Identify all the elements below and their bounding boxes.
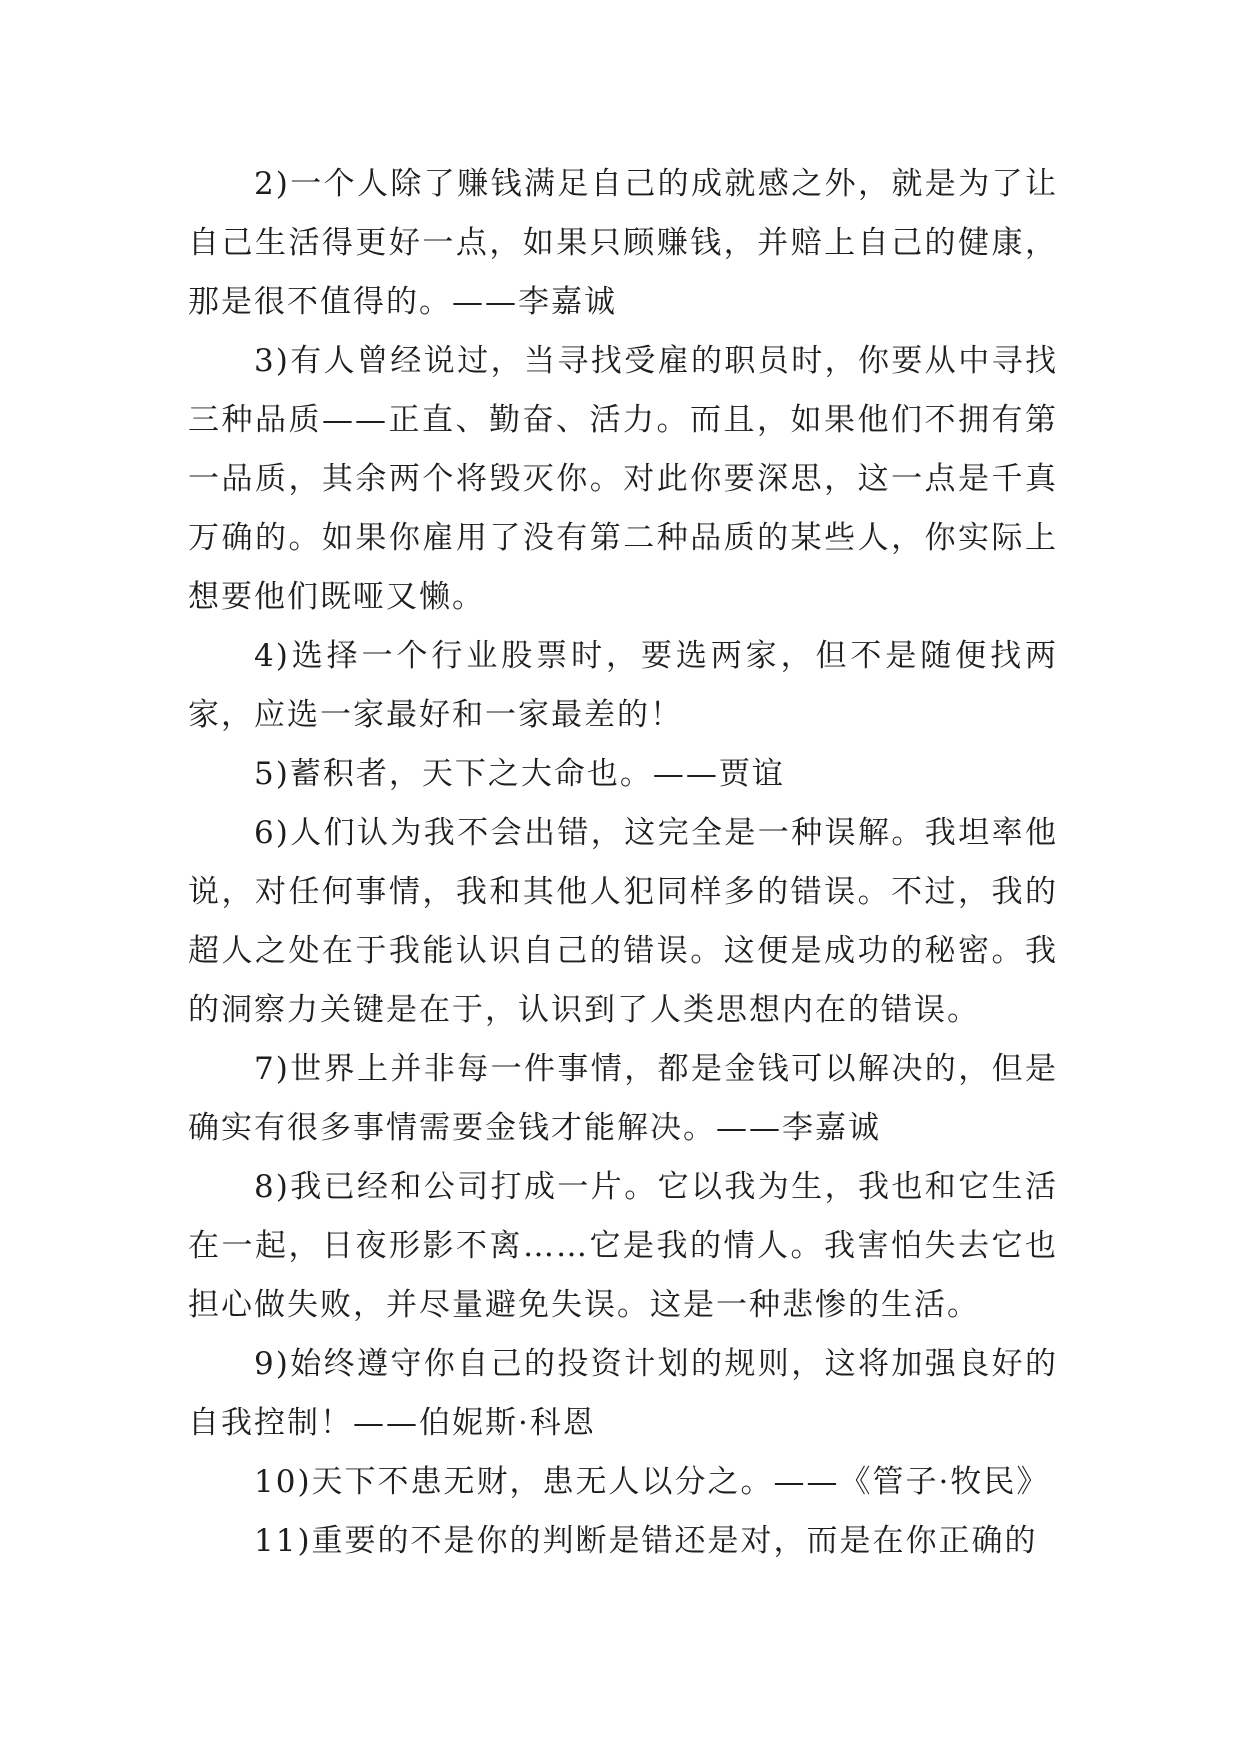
quote-paragraph-7: 7)世界上并非每一件事情，都是金钱可以解决的，但是确实有很多事情需要金钱才能解决。——李嘉诚 (188, 1051, 1058, 1146)
quote-paragraph-4: 4)选择一个行业股票时，要选两家，但不是随便找两家，应选一家最好和一家最差的！ (188, 638, 1058, 733)
quote-paragraph-11: 11)重要的不是你的判断是错还是对，而是在你正确的 (254, 1523, 1038, 1559)
quote-paragraph-10: 10)天下不患无财，患无人以分之。——《管子·牧民》 (254, 1464, 1050, 1500)
quote-paragraph-5: 5)蓄积者，天下之大命也。——贾谊 (254, 756, 785, 792)
quote-paragraph-6: 6)人们认为我不会出错，这完全是一种误解。我坦率他说，对任何事情，我和其他人犯同样多的错误。不过，我的超人之处在于我能认识自己的错误。这便是成功的秘密。我的洞察力关键是在于，认识到了人类思想内在的错误。 (188, 815, 1058, 1028)
document-page (188, 155, 1058, 1571)
quote-paragraph-3: 3)有人曾经说过，当寻找受雇的职员时，你要从中寻找三种品质——正直、勤奋、活力。而且，如果他们不拥有第一品质，其余两个将毁灭你。对此你要深思，这一点是千真万确的。如果你雇用了没有第二种品质的某些人，你实际上想要他们既哑又懒。 (188, 343, 1058, 615)
quote-paragraph-2: 2)一个人除了赚钱满足自己的成就感之外，就是为了让自己生活得更好一点，如果只顾赚钱，并赔上自己的健康，那是很不值得的。——李嘉诚 (188, 166, 1058, 320)
quote-paragraph-8: 8)我已经和公司打成一片。它以我为生，我也和它生活在一起，日夜形影不离……它是我的情人。我害怕失去它也担心做失败，并尽量避免失误。这是一种悲惨的生活。 (188, 1169, 1058, 1323)
quote-paragraph-9: 9)始终遵守你自己的投资计划的规则，这将加强良好的自我控制！——伯妮斯·科恩 (188, 1346, 1058, 1441)
